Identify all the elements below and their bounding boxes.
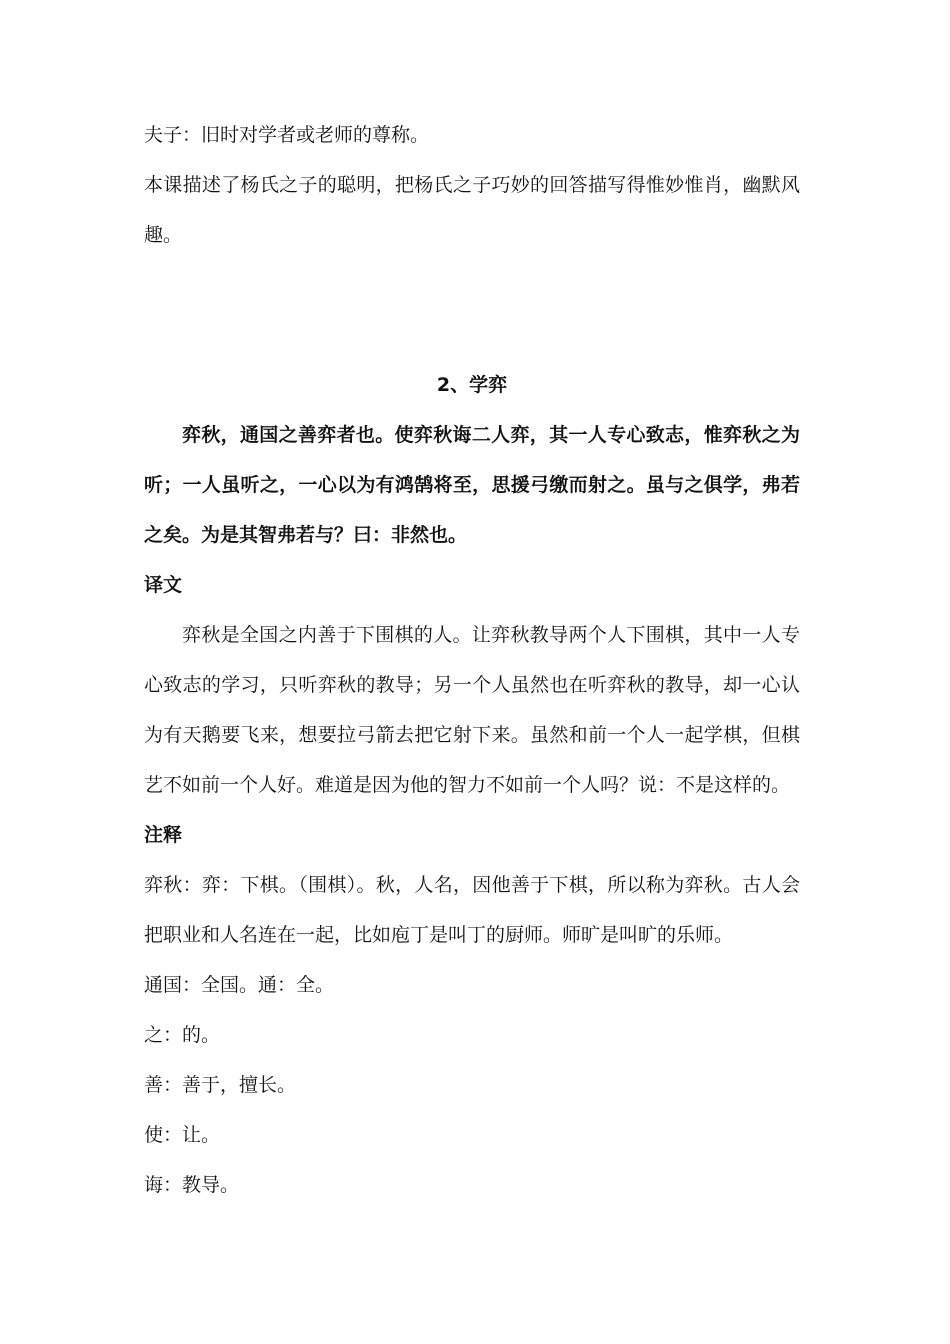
note-fuzi: 夫子：旧时对学者或老师的尊称。	[144, 124, 430, 146]
note-item: 善：善于，擅长。	[144, 1074, 297, 1096]
lesson-summary: 本课描述了杨氏之子的聪明，把杨氏之子巧妙的回答描写得惟妙惟肖，幽默风趣。	[144, 174, 800, 246]
note-item: 使：让。	[144, 1124, 221, 1146]
lesson-title: 2、学弈	[436, 374, 508, 396]
note-item: 通国：全国。通：全。	[144, 974, 335, 996]
note-item: 弈秋：弈：下棋。（围棋）。秋，人名，因他善于下棋，所以称为弈秋。古人会把职业和人名连在一起，比如庖丁是叫丁的厨师。师旷是叫旷的乐师。	[144, 874, 800, 946]
notes-heading: 注释	[144, 824, 183, 846]
translation-heading: 译文	[144, 574, 183, 596]
translation-text: 弈秋是全国之内善于下围棋的人。让弈秋教导两个人下围棋，其中一人专心致志的学习，只听弈秋的教导；另一个人虽然也在听弈秋的教导，却一心认为有天鹅要飞来，想要拉弓箭去把它射下来。虽然和前一个人一起学棋，但棋艺不如前一个人好。难道是因为他的智力不如前一个人吗？说：不是这样的。	[144, 624, 800, 796]
section-gap	[144, 260, 800, 360]
document-content	[144, 110, 800, 1210]
original-text: 弈秋，通国之善弈者也。使弈秋诲二人弈，其一人专心致志，惟弈秋之为听；一人虽听之，一心以为有鸿鹄将至，思援弓缴而射之。虽与之俱学，弗若之矣。为是其智弗若与？曰：非然也。	[144, 424, 800, 546]
note-item: 之：的。	[144, 1024, 221, 1046]
note-item: 诲：教导。	[144, 1174, 240, 1196]
